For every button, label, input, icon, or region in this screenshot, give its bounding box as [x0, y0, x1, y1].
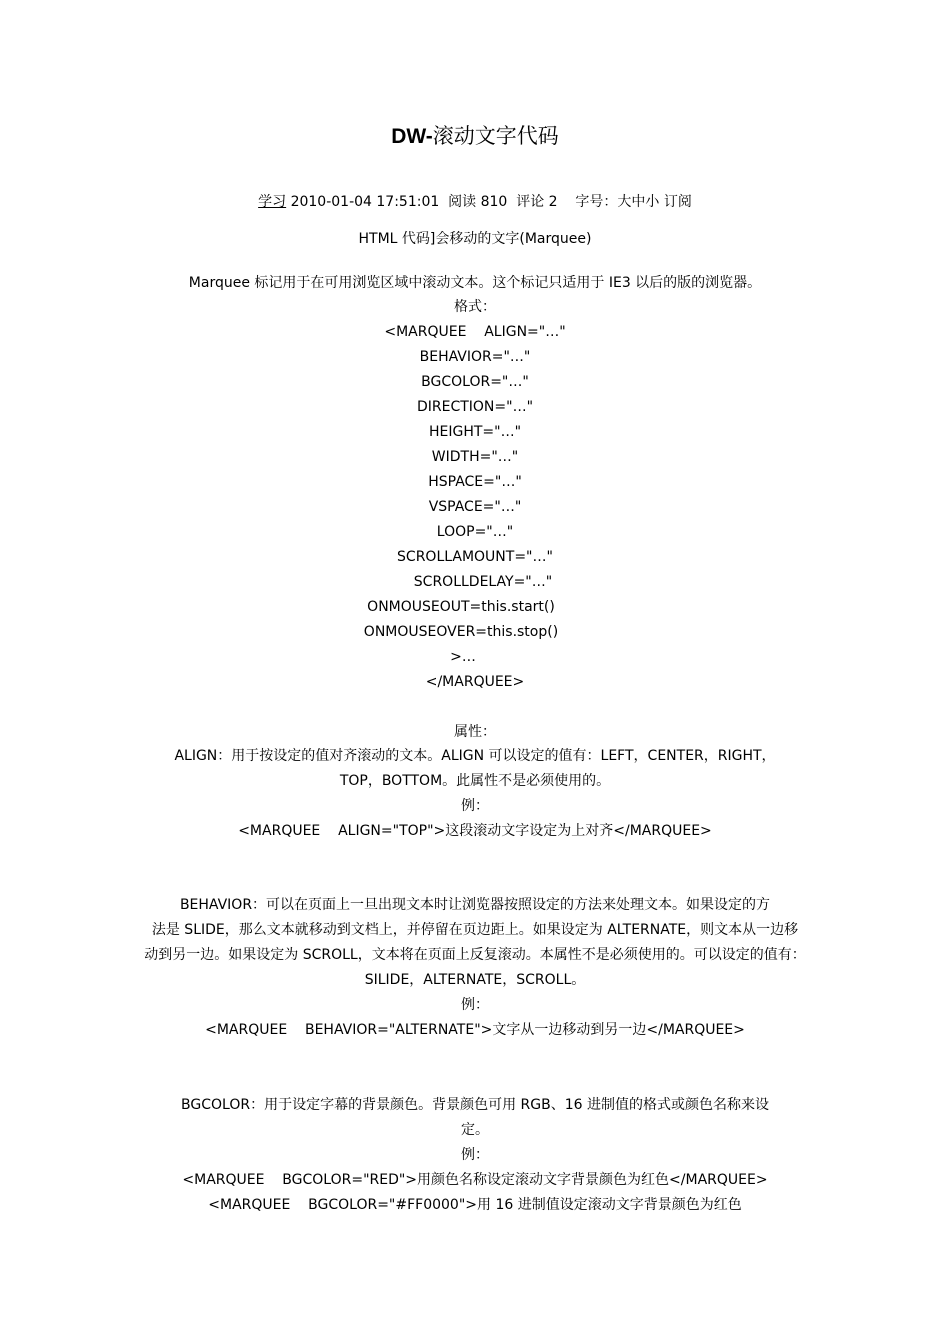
format-line: VSPACE="…" — [428, 499, 522, 515]
bgcolor-desc-line: 定。 — [461, 1122, 489, 1138]
format-line: SCROLLAMOUNT="…" — [397, 549, 553, 565]
format-line: SCROLLDELAY="…" — [413, 574, 553, 590]
behavior-example: <MARQUEE BEHAVIOR="ALTERNATE">文字从一边移动到另一边</MARQUEE> — [205, 1022, 745, 1038]
format-line: WIDTH="…" — [431, 449, 519, 465]
format-line: HSPACE="…" — [428, 474, 522, 490]
behavior-desc-line: 动到另一边。如果设定为 SCROLL，文本将在页面上反复滚动。本属性不是必须使用的。可以设定的值有： — [144, 947, 806, 963]
align-desc-line: ALIGN：用于按设定的值对齐滚动的文本。ALIGN 可以设定的值有：LEFT，CENTER，RIGHT， — [174, 748, 776, 764]
example-label: 例： — [461, 997, 489, 1013]
format-line: </MARQUEE> — [425, 674, 525, 690]
article-meta — [0, 192, 950, 212]
intro-text: Marquee 标记用于在可用浏览区域中滚动文本。这个标记只适用于 IE3 以后的版的浏览器。 — [188, 275, 762, 291]
format-line: DIRECTION="…" — [416, 399, 534, 415]
align-example: <MARQUEE ALIGN="TOP">这段滚动文字设定为上对齐</MARQUEE> — [238, 823, 712, 839]
format-line: BGCOLOR="…" — [421, 374, 529, 390]
format-line: ONMOUSEOVER=this.stop() — [363, 624, 559, 640]
align-desc-line: TOP，BOTTOM。此属性不是必须使用的。 — [339, 773, 611, 789]
format-line: <MARQUEE ALIGN="…" — [384, 324, 566, 340]
format-line: ONMOUSEOUT=this.start() — [367, 599, 555, 615]
bgcolor-desc-line: BGCOLOR：用于设定字幕的背景颜色。背景颜色可用 RGB、16 进制值的格式或颜色名称来设 — [181, 1097, 769, 1113]
bgcolor-example: <MARQUEE BGCOLOR="RED">用颜色名称设定滚动文字背景颜色为红色</MARQUEE> — [182, 1172, 768, 1188]
format-line: LOOP="…" — [436, 524, 514, 540]
format-line: HEIGHT="…" — [428, 424, 522, 440]
example-label: 例： — [461, 798, 489, 814]
page-title — [0, 122, 950, 151]
bgcolor-example: <MARQUEE BGCOLOR="#FF0000">用 16 进制值设定滚动文字背景颜色为红色 — [208, 1197, 742, 1213]
subtitle: HTML 代码]会移动的文字(Marquee) — [358, 231, 592, 247]
behavior-desc-line: 法是 SLIDE，那么文本就移动到文档上，并停留在页边距上。如果设定为 ALTERNATE，则文本从一边移 — [151, 922, 799, 938]
format-line: BEHAVIOR="…" — [419, 349, 531, 365]
meta-info: 2010-01-04 17:51:01 阅读 810 评论 2 字号：大中小 订阅 — [286, 194, 692, 210]
format-line: >… — [450, 649, 476, 665]
page-title-text: 滚动文字代码 — [432, 124, 559, 148]
behavior-desc-line: BEHAVIOR：可以在页面上一旦出现文本时让浏览器按照设定的方法来处理文本。如果设定的方 — [179, 897, 771, 913]
category-link[interactable]: 学习 — [258, 194, 287, 210]
example-label: 例： — [461, 1147, 489, 1163]
page-title-bold: DW- — [391, 125, 433, 148]
behavior-desc-line: SILIDE，ALTERNATE，SCROLL。 — [364, 972, 586, 988]
attributes-label: 属性： — [454, 724, 496, 740]
format-label: 格式： — [454, 299, 496, 315]
